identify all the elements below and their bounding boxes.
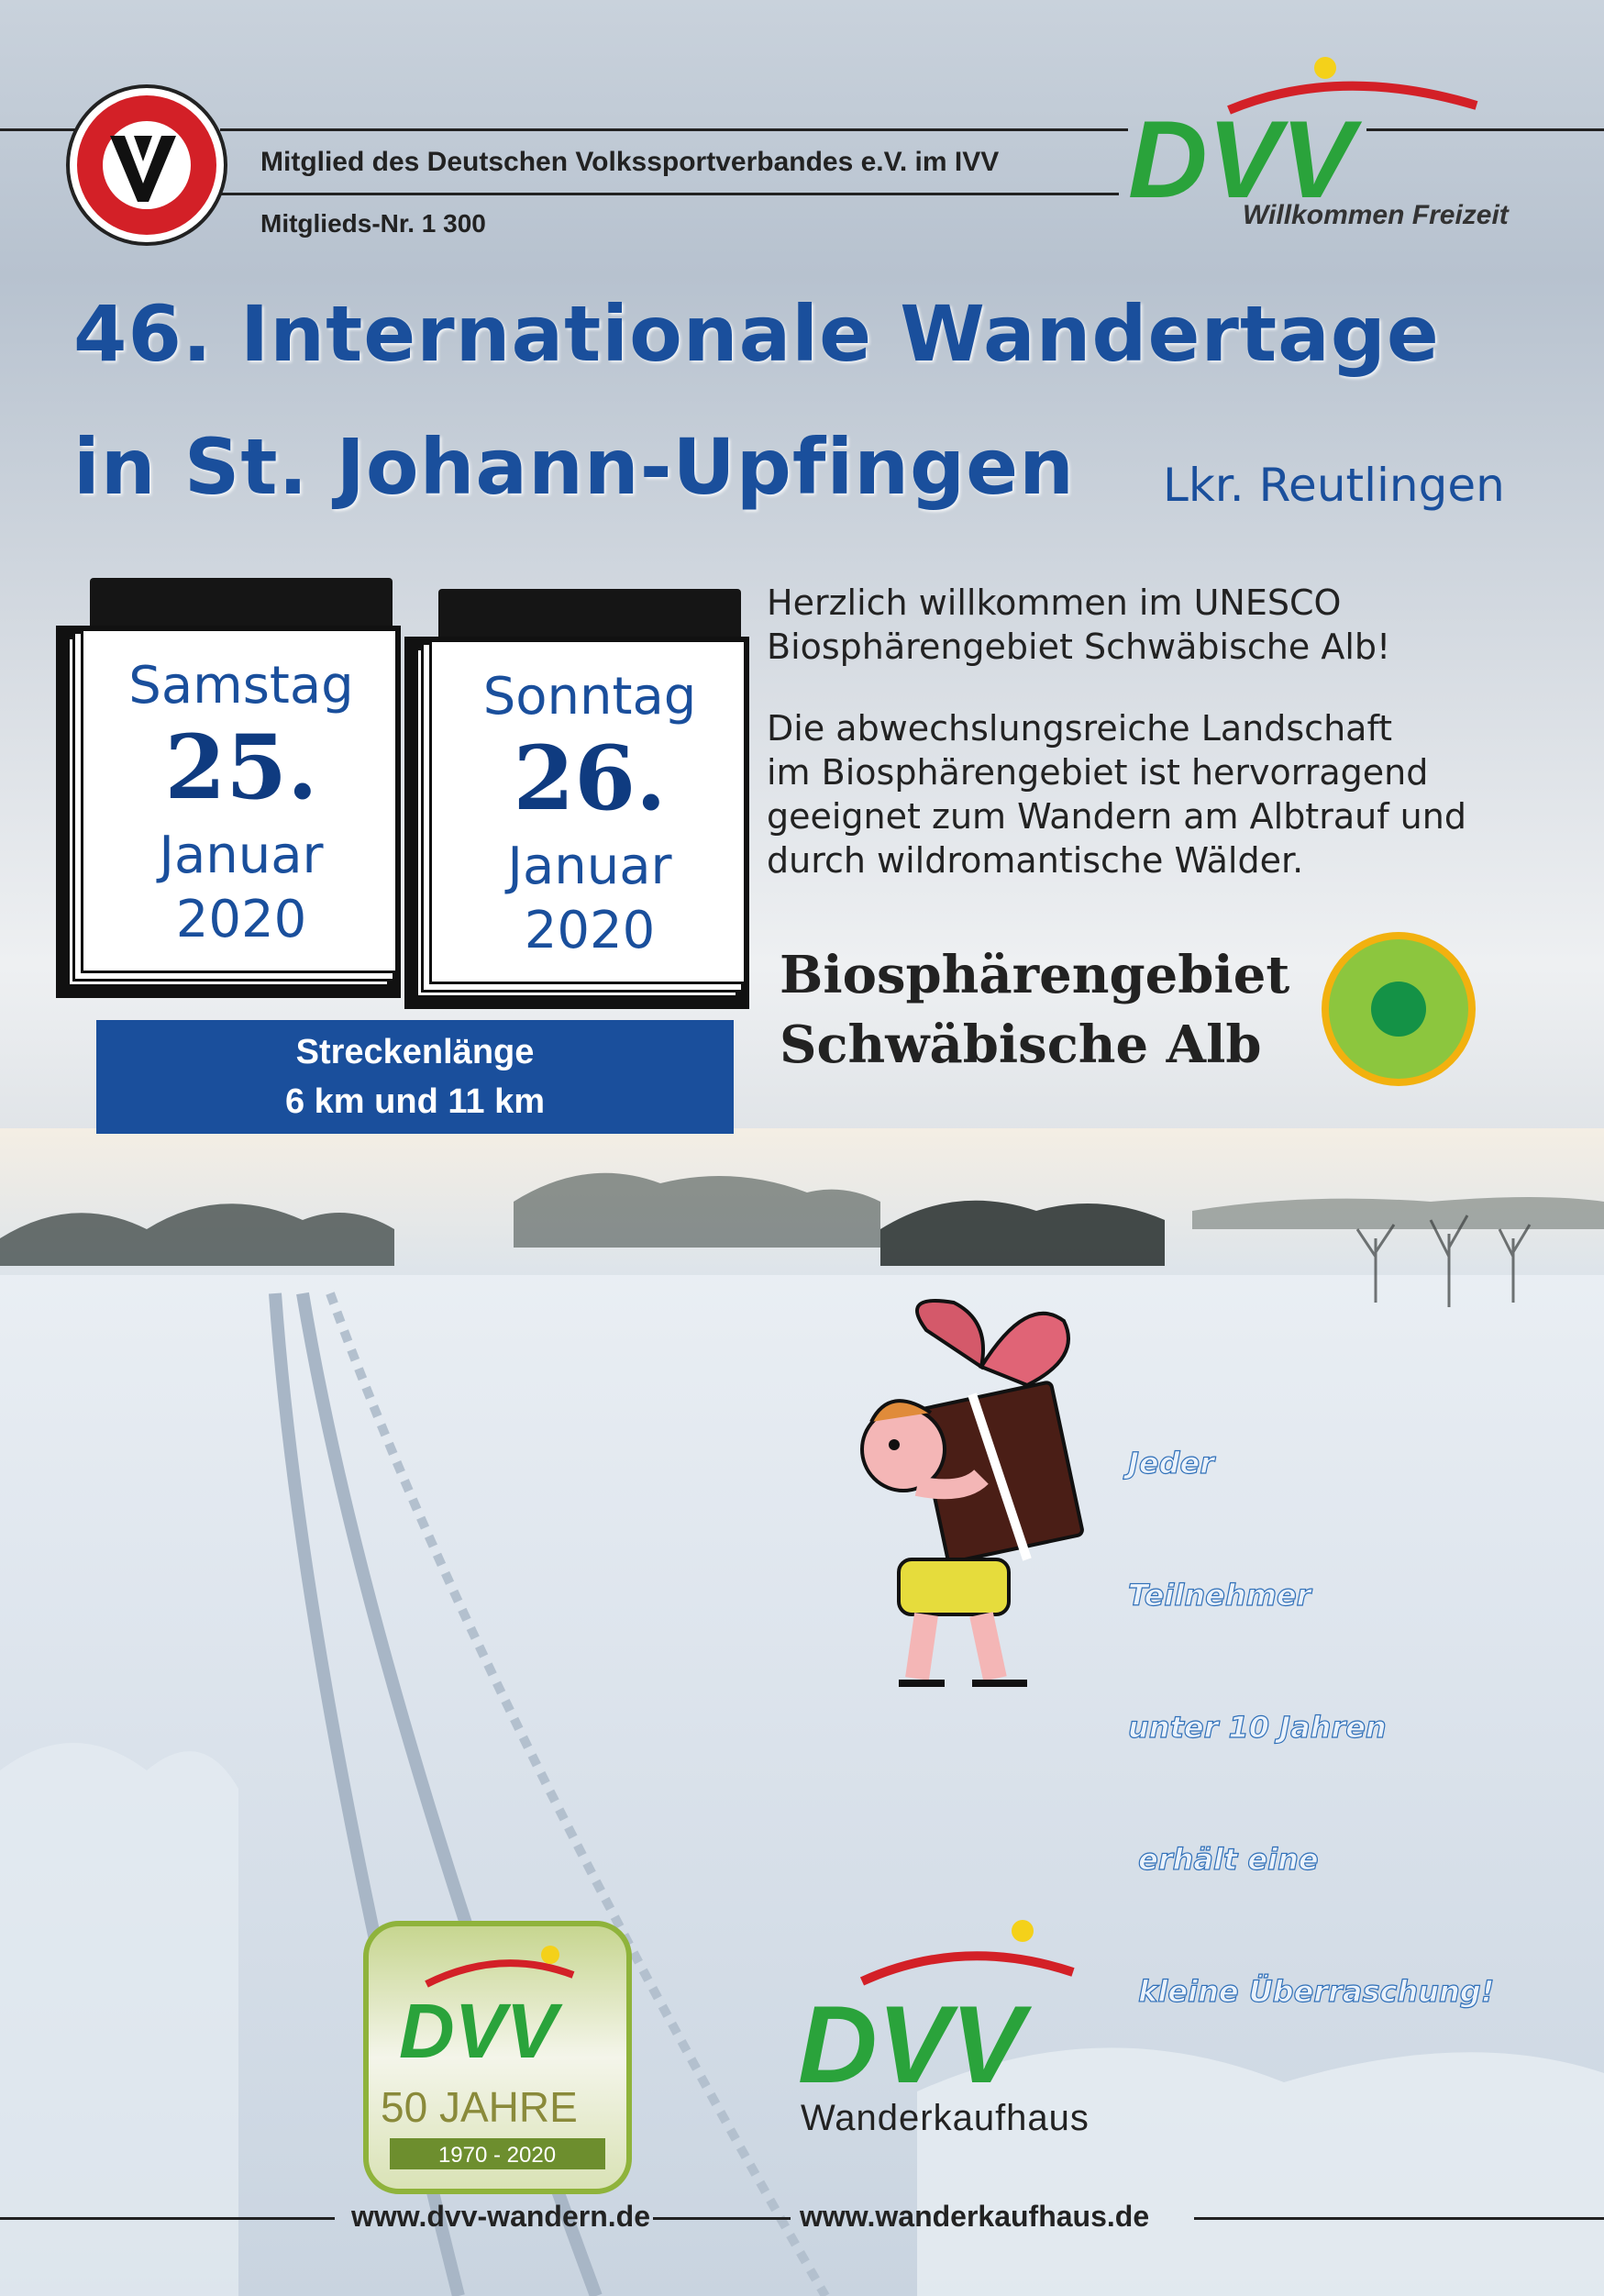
dvv-wanderkaufhaus-logo-icon	[780, 1917, 1165, 2128]
calendar-weekday: Samstag	[128, 656, 354, 715]
calendar-saturday	[81, 578, 402, 972]
distance-value: 6 km und 11 km	[284, 1082, 545, 1121]
dvv-logo-text: DVV	[1128, 98, 1355, 221]
calendar-month: Januar	[507, 837, 672, 896]
welcome-line: Die abwechslungsreiche Landschaft	[767, 708, 1393, 749]
url-rule-left	[0, 2217, 335, 2220]
surprise-line: Jeder	[1128, 1446, 1214, 1481]
badge-range: 1970 - 2020	[437, 2143, 557, 2168]
dvv-50-years-badge	[362, 1920, 633, 2195]
wkh-brand: DVV	[798, 1983, 1024, 2106]
header-rule-sub	[220, 193, 1119, 195]
title-line-1: 46. Internationale Wandertage	[73, 289, 1440, 379]
welcome-body	[767, 706, 1466, 882]
calendar-month: Januar	[159, 826, 324, 885]
title-line-2: in St. Johann-Upfingen	[73, 422, 1075, 512]
biosphere-line: Biosphärengebiet	[780, 945, 1290, 1005]
member-line: Mitglied des Deutschen Volkssportverbandes e.V. im IVV	[260, 147, 1000, 177]
surprise-text	[1128, 1353, 1494, 2102]
calendar-sunday	[429, 589, 750, 983]
welcome-line: im Biosphärengebiet ist hervorragend	[767, 752, 1429, 793]
kid-with-gift-illustration	[844, 1293, 1110, 1697]
surprise-line: Teilnehmer	[1128, 1578, 1311, 1613]
calendar-weekday: Sonntag	[482, 667, 697, 727]
badge-brand: DVV	[399, 1988, 558, 2074]
url-rule-right	[1194, 2217, 1604, 2220]
welcome-line: geeignet zum Wandern am Albtrauf und	[767, 796, 1466, 837]
surprise-line: erhält eine	[1128, 1842, 1319, 1877]
surprise-line: kleine Überraschung!	[1128, 1974, 1495, 2009]
badge-years: 50 JAHRE	[381, 2083, 578, 2131]
biosphere-logo-icon	[1316, 926, 1481, 1092]
welcome-line: durch wildromantische Wälder.	[767, 840, 1304, 881]
surprise-line: unter 10 Jahren	[1128, 1710, 1387, 1745]
calendar-day: 26.	[513, 727, 667, 830]
welcome-line: Herzlich willkommen im UNESCO	[767, 582, 1342, 623]
dvv-wandern-link[interactable]: www.dvv-wandern.de	[351, 2200, 650, 2233]
distance-box	[96, 1020, 734, 1134]
welcome-line: Biosphärengebiet Schwäbische Alb!	[767, 627, 1391, 667]
calendar-year: 2020	[524, 901, 656, 960]
ivv-logo-icon	[64, 83, 229, 248]
calendar-day: 25.	[164, 715, 318, 819]
distance-label: Streckenlänge	[295, 1033, 535, 1071]
district-label: Lkr. Reutlingen	[1163, 459, 1505, 512]
wanderkaufhaus-link[interactable]: www.wanderkaufhaus.de	[800, 2200, 1150, 2233]
biosphere-title	[780, 940, 1289, 1080]
calendar-year: 2020	[175, 890, 307, 949]
dvv-slogan: Willkommen Freizeit	[1243, 200, 1509, 230]
url-rule-middle	[653, 2217, 791, 2220]
biosphere-line: Schwäbische Alb	[780, 1015, 1262, 1075]
header-rule-main	[220, 128, 1128, 131]
member-number: Mitglieds-Nr. 1 300	[260, 209, 486, 238]
welcome-heading	[767, 581, 1390, 669]
wanderkaufhaus-label: Wanderkaufhaus	[801, 2098, 1090, 2138]
